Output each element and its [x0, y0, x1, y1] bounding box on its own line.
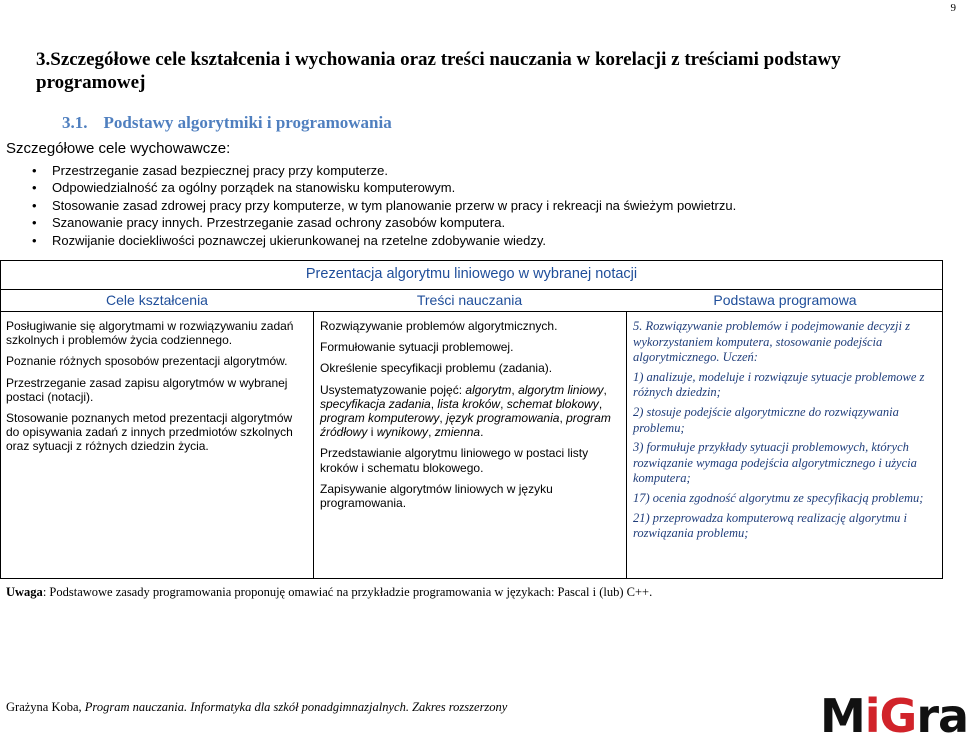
- core-item: 5. Rozwiązywanie problemów i podejmowanie decyzji z wykorzystaniem komputera, stosowanie podejścia algorytmicznego. Uczeń:: [633, 319, 910, 365]
- list-item: • Rozwijanie dociekliwości poznawczej ukierunkowanej na rzetelne zdobywanie wiedzy.: [32, 232, 736, 249]
- content-item: Formułowanie sytuacji problemowej.: [320, 340, 514, 355]
- column-divider: [313, 311, 314, 578]
- content-item: Przedstawianie algorytmu liniowego w postaci listy kroków i schematu blokowego.: [320, 446, 589, 475]
- core-item: 3) formułuje przykłady sytuacji problemowych, których rozwiązanie wymaga podejścia algorytmicznego i użycia komputera;: [633, 440, 917, 486]
- content-cell: [320, 319, 620, 517]
- page-title: [36, 48, 936, 94]
- section-heading: [62, 113, 408, 133]
- core-item: 2) stosuje podejście algorytmiczne do rozwiązywania problemu;: [633, 404, 899, 435]
- goals-cell: [6, 319, 306, 461]
- column-divider: [626, 311, 627, 578]
- list-item: • Stosowanie zasad zdrowej pracy przy komputerze, w tym planowanie przerw w pracy i rekreacji na świeżym powietrzu.: [32, 197, 736, 214]
- note-label: Uwaga: [6, 585, 43, 599]
- section-number: 3.1.: [62, 113, 88, 132]
- note-text: : Podstawowe zasady programowania proponuję omawiać na przykładzie programowania w językach: Pascal i (lub) C++.: [42, 585, 653, 599]
- table-title: Prezentacja algorytmu liniowego w wybranej notacji: [305, 266, 638, 282]
- goal-item: Stosowanie poznanych metod prezentacji algorytmów do opisywania zadań z innych przedmiotów szkolnych oraz sytuacji z różnych dziedzin życia.: [6, 411, 293, 454]
- curriculum-table: [0, 260, 943, 579]
- table-divider: [1, 311, 942, 312]
- column-header-content: Treści nauczania: [416, 292, 523, 308]
- list-item: • Odpowiedzialność za ogólny porządek na stanowisku komputerowym.: [32, 179, 736, 196]
- core-curriculum-cell: [633, 319, 933, 546]
- core-item: 21) przeprowadza komputerową realizację algorytmu i rozwiązania problemu;: [633, 510, 907, 541]
- core-item: 1) analizuje, modeluje i rozwiązuje sytuacje problemowe z różnych dziedzin;: [633, 369, 925, 400]
- table-divider: [1, 289, 942, 290]
- footer-citation: [6, 700, 507, 715]
- heading-number: 3.: [36, 49, 51, 70]
- migra-logo: MiGra: [820, 689, 968, 743]
- core-item: 17) ocenia zgodność algorytmu ze specyfikacją problemu;: [633, 490, 924, 505]
- content-item: Rozwiązywanie problemów algorytmicznych.: [320, 319, 558, 333]
- column-header-core: Podstawa programowa: [713, 292, 857, 308]
- note: [6, 585, 652, 600]
- page-number: 9: [950, 2, 956, 14]
- goal-item: Posługiwanie się algorytmami w rozwiązywaniu zadań szkolnych i problemów życia codziennego.: [6, 319, 294, 348]
- content-item-terms: Usystematyzowanie pojęć: algorytm, algorytm liniowy, specyfikacja zadania, lista kroków, schemat blokowy, program komputerowy, język programowania, program źródłowy i wynikowy, zmienna.: [320, 382, 611, 440]
- goals-title: Szczegółowe cele wychowawcze:: [6, 140, 231, 157]
- footer-author: Grażyna Koba,: [6, 700, 85, 714]
- footer-title: Program nauczania. Informatyka dla szkół ponadgimnazjalnych. Zakres rozszerzony: [84, 700, 508, 714]
- list-item: • Przestrzeganie zasad bezpiecznej pracy przy komputerze.: [32, 162, 736, 179]
- goals-list: [32, 162, 736, 249]
- section-title: Podstawy algorytmiki i programowania: [103, 113, 392, 132]
- list-item: • Szanowanie pracy innych. Przestrzeganie zasad ochrony zasobów komputera.: [32, 214, 736, 231]
- column-header-goals: Cele kształcenia: [106, 292, 208, 308]
- content-item: Określenie specyfikacji problemu (zadania).: [320, 361, 553, 376]
- heading-text: Szczegółowe cele kształcenia i wychowania oraz treści nauczania w korelacji z treściami podstawy programowej: [36, 49, 841, 93]
- content-item: Zapisywanie algorytmów liniowych w języku programowania.: [320, 481, 553, 511]
- goal-item: Przestrzeganie zasad zapisu algorytmów w wybranej postaci (notacji).: [6, 375, 288, 404]
- goal-item: Poznanie różnych sposobów prezentacji algorytmów.: [6, 354, 288, 369]
